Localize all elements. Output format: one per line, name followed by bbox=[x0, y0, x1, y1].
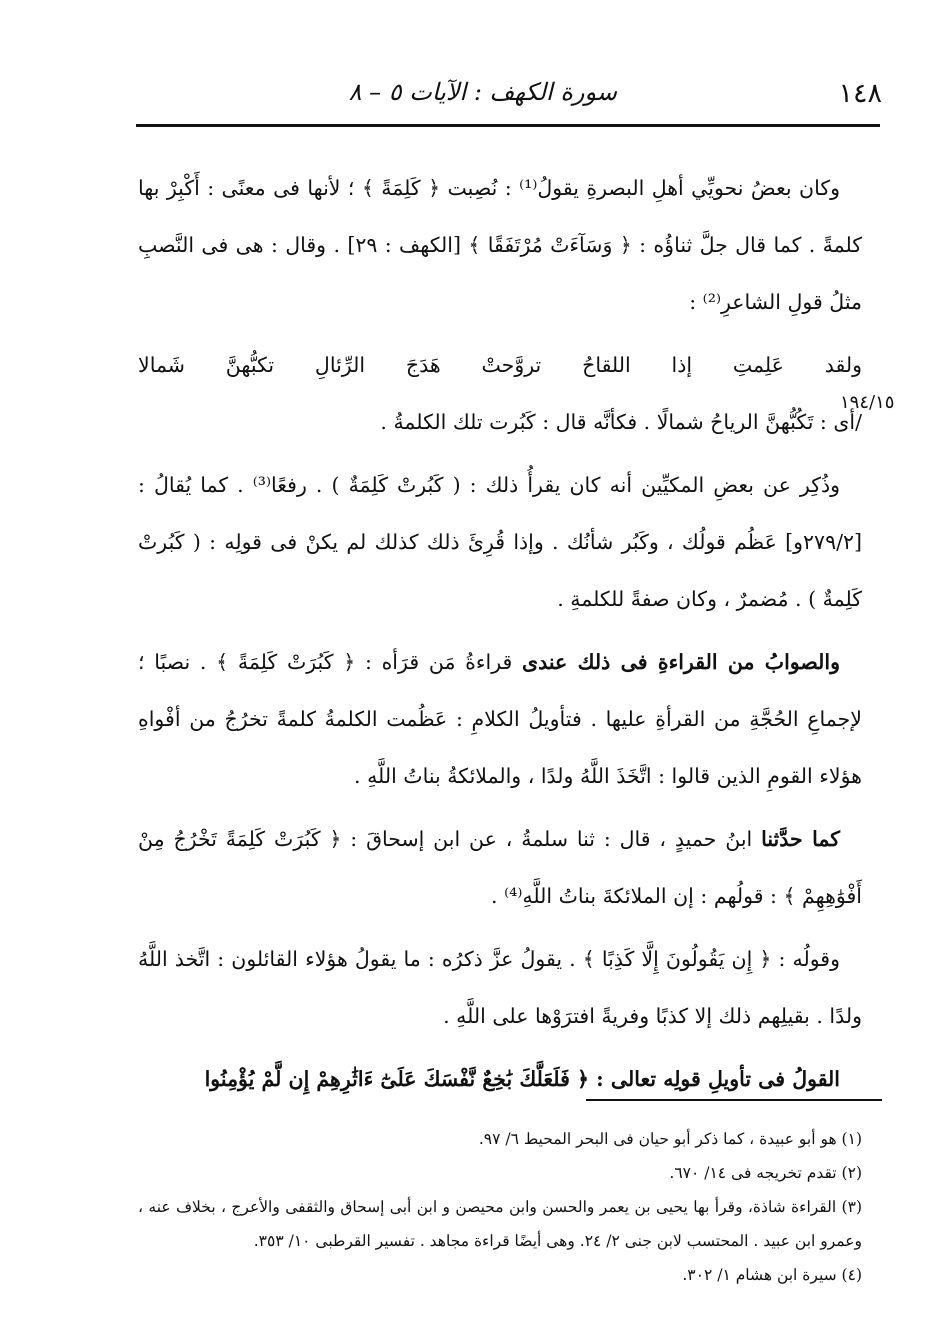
paragraph-6: وقولُه : ﴿ إِن يَقُولُونَ إِلَّا كَذِبًا ﴾ . يقولُ عزَّ ذكرُه : ما يقولُ هؤلاء القائلون : اتَّخذ اللَّهُ ولدًا . بقيلِهم ذلك إلا كذبًا وفريةً افترَوْها على اللَّهِ . bbox=[138, 947, 862, 1028]
paragraph-5 bbox=[138, 811, 862, 925]
paragraph-text: قراءةُ مَن قرَأه : ﴿ كَبُرَتْ كَلِمَةً ﴾ . نصبًا ؛ لإجماعِ الحُجَّةِ من القرأةِ عليها . فتأويلُ الكلامِ : عَظُمت الكلمةُ كلمةً تخرُجُ من أفْواهِ هؤلاء القومِ الذين قالوا : اتَّخَذَ اللَّهُ ولدًا ، والملائكةُ بناتُ اللَّهِ . bbox=[138, 650, 862, 788]
paragraph-4 bbox=[138, 634, 862, 805]
footnote-4: (٤) سيرة ابن هشام ١/ ٣٠٢. bbox=[682, 1266, 862, 1284]
bold-lead-phrase: كما حدَّثنا bbox=[761, 827, 840, 851]
main-text bbox=[138, 160, 862, 1108]
paragraph-7: القولُ فى تأويلِ قولِه تعالى : ﴿ فَلَعَلَّكَ بَٰخِعٌ نَّفْسَكَ عَلَىٰٓ ءَاثَٰرِهِمْ إِن لَّمْ يُؤْمِنُوا bbox=[204, 1067, 840, 1091]
paragraph-text: ابنُ حميدٍ ، قال : ثنا سلمةُ ، عن ابن إسحاقَ : ﴿ كَبُرَتْ كَلِمَةً تَخْرُجُ مِنْ أَفْوَٰهِهِمْ ﴾ : قولُهم : إن الملائكةَ بناتُ اللَّهِ⁽⁴⁾ . bbox=[138, 827, 862, 908]
page-number: ١٤٨ bbox=[838, 78, 882, 109]
header-rule bbox=[136, 124, 880, 127]
footnote-2: (٢) تقدم تخريجه فى ١٤/ ٦٧٠. bbox=[669, 1164, 862, 1182]
paragraph-1: وكان بعضُ نحويِّي أهلِ البصرةِ يقولُ⁽¹⁾ : نُصِبت ﴿ كَلِمَةً ﴾ ؛ لأنها فى معنًى : أَكْبِرْ بها كلمةً . كما قال جلَّ ثناؤُه : ﴿ وَسَآءَتْ مُرْتَفَقًا ﴾ [الكهف : ٢٩] . وقال : هى فى النَّصبِ مثلُ قولِ الشاعرِ⁽²⁾ : bbox=[138, 176, 862, 314]
paragraph-2: /أى : تَكُبُّهنَّ الرياحُ شمالًا . فكأنَّه قال : كَبُرت تلك الكلمةُ . bbox=[380, 410, 862, 434]
page-header bbox=[136, 76, 882, 116]
footnotes bbox=[138, 1122, 862, 1292]
bold-lead-phrase: والصوابُ من القراءةِ فى ذلك عندى bbox=[522, 650, 840, 674]
poetry-verse: ولقد عَلِمتِ إذا اللقاحُ تروَّحتْ هَدَجَ الرِّئالِ تكبُّهنَّ شَمالا bbox=[138, 353, 862, 377]
margin-reference: ١٩٤/١٥ bbox=[840, 392, 895, 413]
footnote-3: (٣) القراءة شاذة، وقرأ بها يحيى بن يعمر والحسن وابن محيصن و ابن أبى إسحاق والثقفى والأعرج ، بخلاف عنه ، وعمرو ابن عبيد . المحتسب لابن جنى ٢/ ٢٤. وهى أيضًا قراءة مجاهد . تفسير القرطبى ١٠/ ٣٥٣. bbox=[138, 1198, 862, 1250]
footnote-rule bbox=[586, 1099, 882, 1101]
running-title: سورة الكهف : الآيات ٥ – ٨ bbox=[348, 78, 617, 106]
paragraph-3: وذُكِر عن بعضِ المكيِّين أنه كان يقرأُ ذلك : ( كَبُرتْ كَلِمَةٌ ) . رفعًا⁽³⁾ . كما يُقالُ : [٢٧٩/٢و] عَظُم قولُك ، وكَبُر شأنُك . وإذا قُرِئَ ذلك كذلك لم يكنْ فى قولِه : ( كَبُرتْ كَلِمةٌ ) . مُضمرٌ ، وكان صفةً للكلمةِ . bbox=[138, 473, 862, 611]
footnote-1: (١) هو أبو عبيدة ، كما ذكر أبو حيان فى البحر المحيط ٦/ ٩٧. bbox=[478, 1130, 862, 1148]
